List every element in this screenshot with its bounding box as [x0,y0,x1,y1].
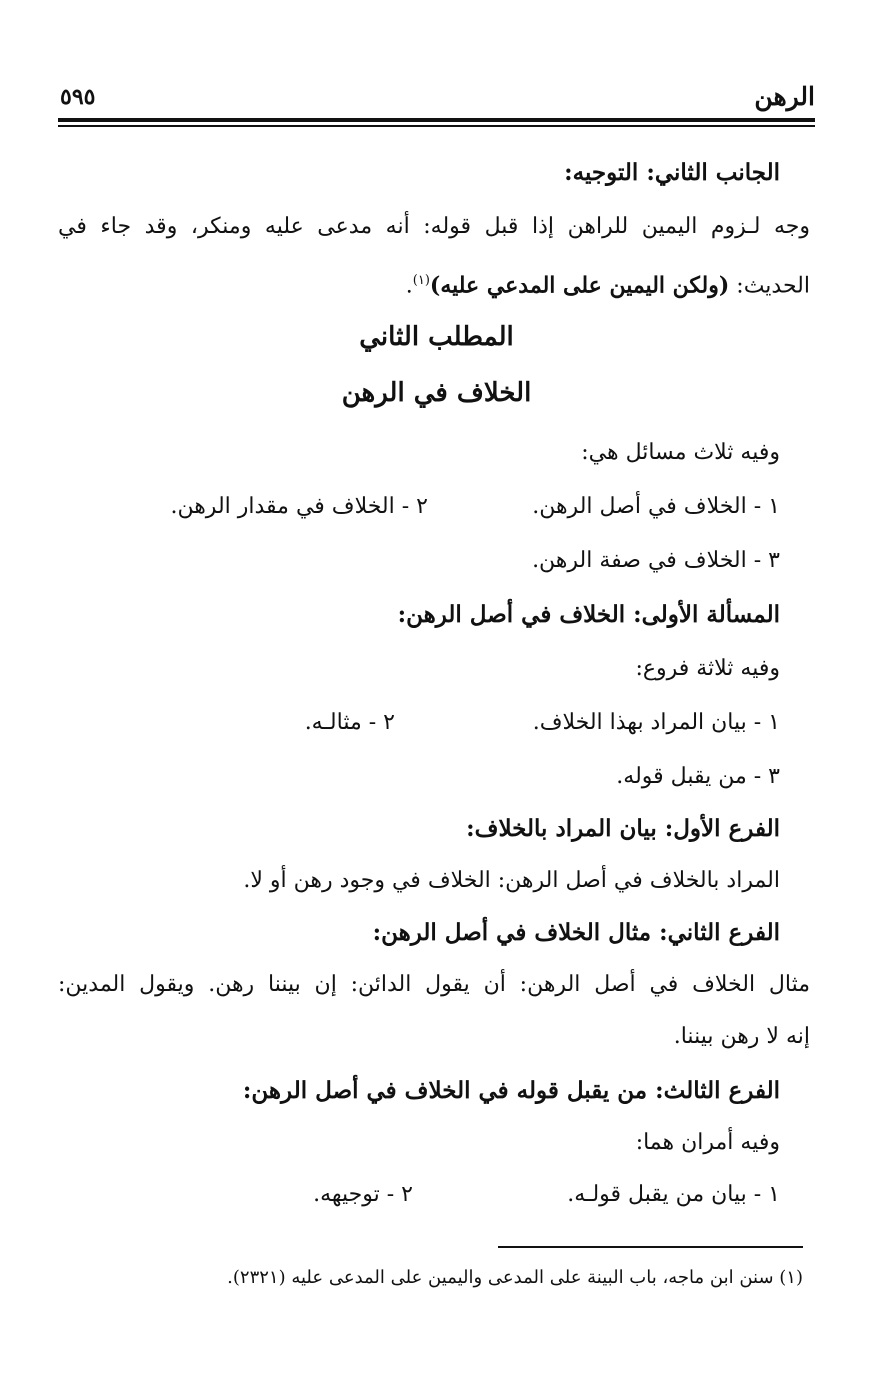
list-item: ٣ - من يقبل قوله. [616,764,780,789]
page-header [58,82,815,118]
list-item: ٢ - توجيهه. [313,1182,413,1207]
running-title: الرهن [754,82,815,111]
far-heading: الفرع الثاني: مثال الخلاف في أصل الرهن: [372,919,780,946]
paragraph-line-hadith [406,266,810,301]
list-item: ١ - بيان المراد بهذا الخلاف. [532,710,780,735]
header-rule-thin [58,125,815,127]
matlab-subtitle: الخلاف في الرهن [341,378,532,408]
far-heading: الفرع الثالث: من يقبل قوله في الخلاف في أصل الرهن: [242,1077,780,1104]
intro-amran: وفيه أمران هما: [635,1130,780,1155]
intro-masail: وفيه ثلاث مسائل هي: [581,440,780,465]
footnote: (١) سنن ابن ماجه، باب البينة على المدعى واليمين على المدعى عليه (٢٣٢١). [227,1267,803,1288]
list-item: ٢ - الخلاف في مقدار الرهن. [170,494,428,519]
list-item: ١ - الخلاف في أصل الرهن. [532,494,780,519]
paragraph-line: المراد بالخلاف في أصل الرهن: الخلاف في وجود رهن أو لا. [243,868,780,893]
hadith-suffix: . [405,273,413,299]
far-heading: الفرع الأول: بيان المراد بالخلاف: [466,815,780,842]
page-number: ٥٩٥ [60,84,96,110]
list-item: ٢ - مثالـه. [304,710,395,735]
footnote-ref: (١) [412,273,430,288]
intro-furu: وفيه ثلاثة فروع: [635,656,780,681]
hadith-prefix: الحديث: [736,273,810,299]
paragraph-line: إنه لا رهن بيننا. [673,1024,810,1049]
header-rule-thick [58,118,815,122]
matlab-title: المطلب الثاني [359,322,514,352]
section-heading: الجانب الثاني: التوجيه: [564,159,780,186]
paragraph-line: مثال الخلاف في أصل الرهن: أن يقول الدائن: إن بيننا رهن. ويقول المدين: [58,972,810,997]
footnote-rule [498,1246,803,1248]
hadith-quote: (ولكن اليمين على المدعي عليه) [429,272,730,299]
list-item: ١ - بيان من يقبل قولـه. [567,1182,780,1207]
list-item: ٣ - الخلاف في صفة الرهن. [532,548,780,573]
masala-heading: المسألة الأولى: الخلاف في أصل الرهن: [397,601,780,628]
paragraph-line: وجه لـزوم اليمين للراهن إذا قبل قوله: أنه مدعى عليه ومنكر، وقد جاء في [58,214,811,239]
